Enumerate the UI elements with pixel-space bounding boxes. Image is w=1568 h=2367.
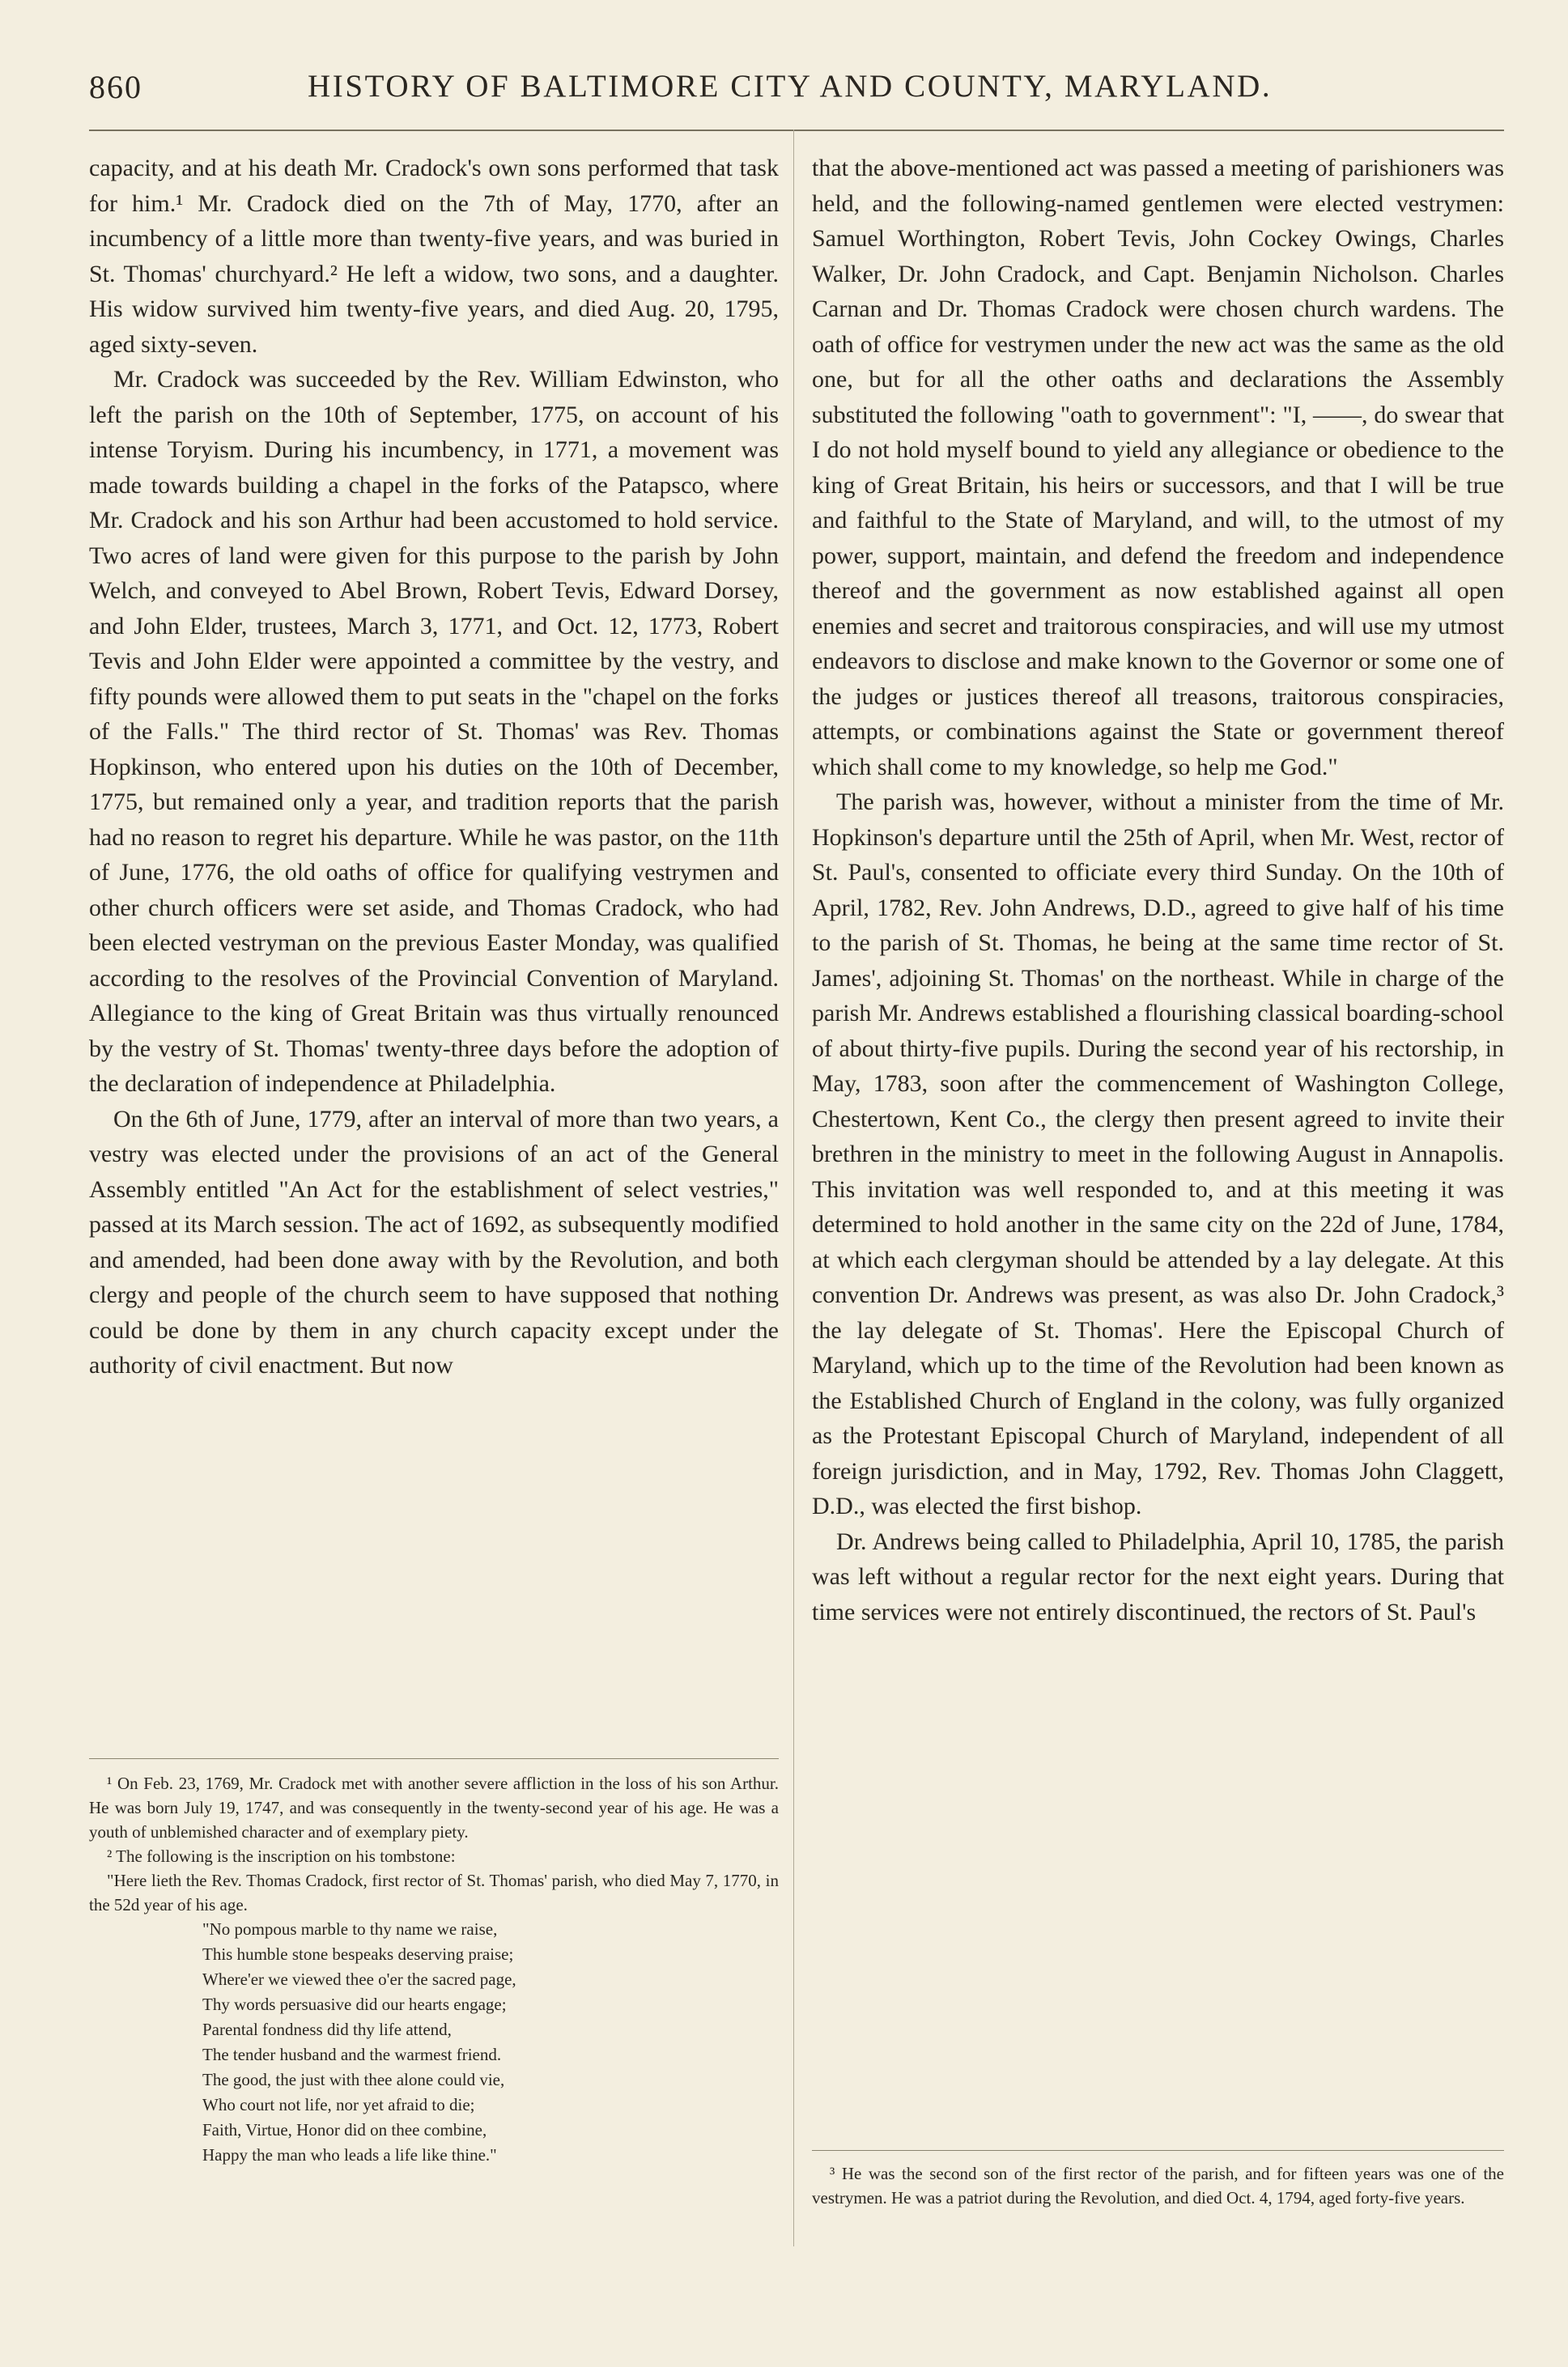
poem-line: The tender husband and the warmest friend. <box>202 2045 502 2064</box>
footnote-1: ¹ On Feb. 23, 1769, Mr. Cradock met with another severe affliction in the loss of his son Arthur. He was born July 19, 1747, and was consequently in the twenty-second year of his age. He was a youth of unblemished character and of exemplary piety. <box>89 1774 779 1842</box>
paragraph: that the above-mentioned act was passed a meeting of parishioners was held, and the following-named gentlemen were elected vestrymen: Samuel Worthington, Robert Tevis, John Cockey Owings, Charles Walker, Dr. John Cradock, and Capt. Benjamin Nicholson. Charles Carnan and Dr. Thomas Cradock were chosen church wardens. The oath of office for vestrymen under the new act was the same as the old one, but for all the other oaths and declarations the Assembly substituted the following "oath to government": "I, ——, do swear that I do not hold myself bound to yield any allegiance or obedience to the king of Great Britain, his heirs or successors, and that I will be true and faithful to the State of Maryland, and will, to the utmost of my power, support, maintain, and defend the freedom and independence thereof and the government as now established against all open enemies and secret and traitorous conspiracies, and will use my utmost endeavors to disclose and make known to the Governor or some one of the judges or justices thereof all treasons, traitorous conspiracies, attempts, or combinations against the State or government thereof which shall come to my knowledge, so help me God." <box>812 155 1504 780</box>
footnote-rule <box>89 1758 779 1759</box>
poem-line: The good, the just with thee alone could vie, <box>202 2070 505 2089</box>
footnote-2-epitaph: "Here lieth the Rev. Thomas Cradock, first rector of St. Thomas' parish, who died May 7, 1770, in the 52d year of his age. <box>89 1871 779 1914</box>
poem-line: Faith, Virtue, Honor did on thee combine, <box>202 2120 487 2140</box>
right-footnotes <box>812 2161 1504 2210</box>
footnote-2-intro: ² The following is the inscription on his tombstone: <box>107 1846 456 1866</box>
tombstone-poem <box>202 1917 779 2168</box>
left-footnotes <box>89 1771 779 2168</box>
poem-line: Where'er we viewed thee o'er the sacred page, <box>202 1970 516 1989</box>
page-number: 860 <box>89 69 142 105</box>
poem-line: Who court not life, nor yet afraid to die; <box>202 2095 475 2114</box>
poem-line: Thy words persuasive did our hearts engage; <box>202 1995 507 2014</box>
column-divider <box>793 130 794 2246</box>
poem-line: Happy the man who leads a life like thine." <box>202 2145 497 2165</box>
footnote-rule <box>812 2150 1504 2151</box>
header-rule <box>89 130 1504 131</box>
right-column <box>812 151 1504 1630</box>
paragraph: capacity, and at his death Mr. Cradock's own sons performed that task for him.¹ Mr. Cradock died on the 7th of May, 1770, after an incumbency of a little more than twenty-five years, and was buried in St. Thomas' churchyard.² He left a widow, two sons, and a daughter. His widow survived him twenty-five years, and died Aug. 20, 1795, aged sixty-seven. <box>89 155 779 358</box>
footnote-3: ³ He was the second son of the first rector of the parish, and for fifteen years was one of the vestrymen. He was a patriot during the Revolution, and died Oct. 4, 1794, aged forty-five years. <box>812 2164 1504 2208</box>
paragraph: The parish was, however, without a minister from the time of Mr. Hopkinson's departure until the 25th of April, when Mr. West, rector of St. Paul's, consented to officiate every third Sunday. On the 10th of April, 1782, Rev. John Andrews, D.D., agreed to give half of his time to the parish of St. Thomas, he being at the same time rector of St. James', adjoining St. Thomas' on the northeast. While in charge of the parish Mr. Andrews established a flourishing classical boarding-school of about thirty-five pupils. During the second year of his rectorship, in May, 1783, soon after the commencement of Washington College, Chestertown, Kent Co., the clergy then present agreed to invite their brethren in the ministry to meet in the following August in Annapolis. This invitation was well responded to, and at this meeting it was determined to hold another in the same city on the 22d of June, 1784, at which each clergyman should be attended by a lay delegate. At this convention Dr. Andrews was present, as was also Dr. John Cradock,³ the lay delegate of St. Thomas'. Here the Episcopal Church of Maryland, which up to the time of the Revolution had been known as the Established Church of England in the colony, was fully organized as the Protestant Episcopal Church of Maryland, independent of all foreign jurisdiction, and in May, 1792, Rev. Thomas John Claggett, D.D., was elected the first bishop. <box>812 788 1504 1519</box>
paragraph: Dr. Andrews being called to Philadelphia, April 10, 1785, the parish was left without a regular rector for the next eight years. During that time services were not entirely discontinued, the rectors of St. Paul's <box>812 1528 1504 1625</box>
poem-line: Parental fondness did thy life attend, <box>202 2020 452 2039</box>
paragraph: On the 6th of June, 1779, after an interval of more than two years, a vestry was elected under the provisions of an act of the General Assembly entitled "An Act for the establishment of select vestries," passed at its March session. The act of 1692, as subsequently modified and amended, had been done away with by the Revolution, and both clergy and people of the church seem to have supposed that nothing could be done by them in any church capacity except under the authority of civil enactment. But now <box>89 1105 779 1379</box>
paragraph: Mr. Cradock was succeeded by the Rev. William Edwinston, who left the parish on the 10th of September, 1775, on account of his intense Toryism. During his incumbency, in 1771, a movement was made towards building a chapel in the forks of the Patapsco, where Mr. Cradock and his son Arthur had been accustomed to hold service. Two acres of land were given for this purpose to the parish by John Welch, and conveyed to Abel Brown, Robert Tevis, Edward Dorsey, and John Elder, trustees, March 3, 1771, and Oct. 12, 1773, Robert Tevis and John Elder were appointed a committee by the vestry, and fifty pounds were allowed them to put seats in the "chapel on the forks of the Falls." The third rector of St. Thomas' was Rev. Thomas Hopkinson, who entered upon his duties on the 10th of December, 1775, but remained only a year, and tradition reports that the parish had no reason to regret his departure. While he was pastor, on the 11th of June, 1776, the old oaths of office for qualifying vestrymen and other church officers were set aside, and Thomas Cradock, who had been elected vestryman on the previous Easter Monday, was qualified according to the resolves of the Provincial Convention of Maryland. Allegiance to the king of Great Britain was thus virtually renounced by the vestry of St. Thomas' twenty-three days before the adoption of the declaration of independence at Philadelphia. <box>89 366 779 1097</box>
poem-line: This humble stone bespeaks deserving praise; <box>202 1944 514 1964</box>
running-title: HISTORY OF BALTIMORE CITY AND COUNTY, MARYLAND. <box>308 69 1273 104</box>
left-column <box>89 151 779 1383</box>
poem-line: "No pompous marble to thy name we raise, <box>202 1919 498 1939</box>
running-header <box>89 68 1514 117</box>
